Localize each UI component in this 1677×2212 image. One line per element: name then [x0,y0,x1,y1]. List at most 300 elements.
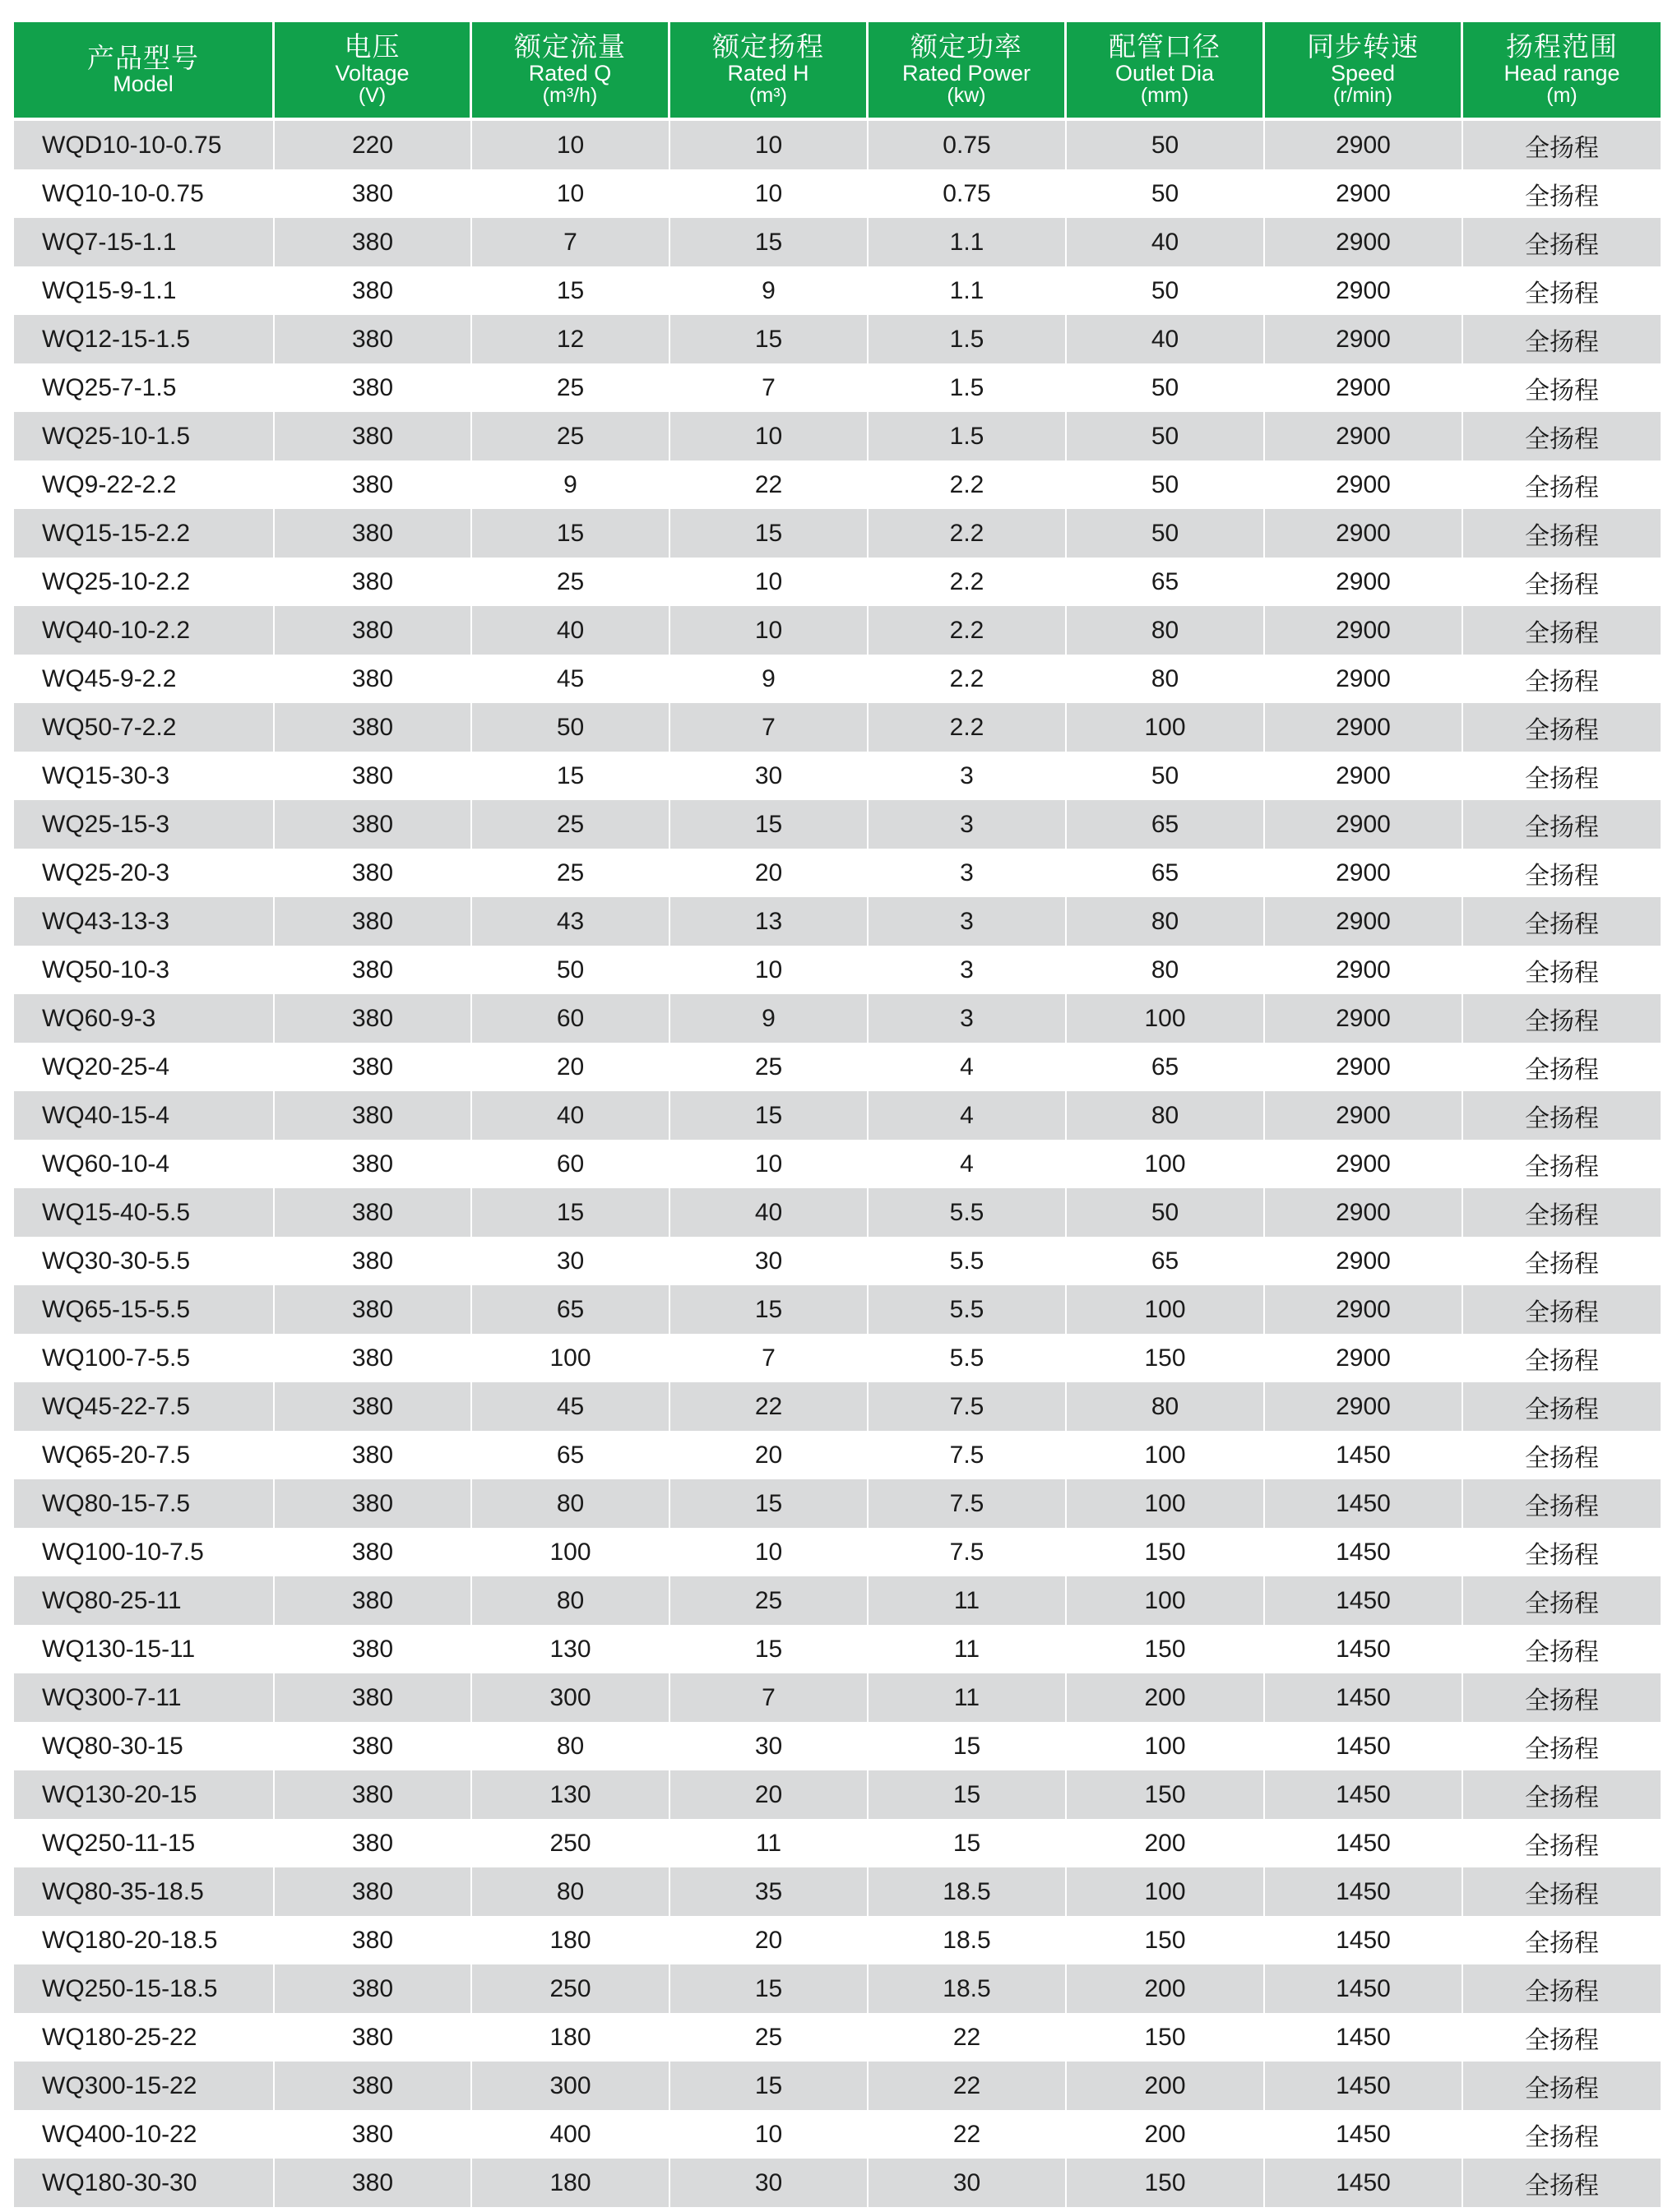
table-row [14,1528,1661,1576]
table-row [14,1431,1661,1479]
cell-rated-q: 9 [472,460,670,509]
cell-outlet-dia: 200 [1067,1673,1265,1722]
cell-rated-q: 7 [472,218,670,266]
cell-rated-h: 10 [670,946,869,994]
cell-rated-h: 25 [670,1576,869,1625]
cell-rated-power: 1.1 [869,218,1067,266]
header-outlet-dia-unit: (mm) [1140,84,1189,108]
cell-speed: 2900 [1265,849,1463,897]
cell-speed: 1450 [1265,2159,1463,2207]
cell-voltage: 380 [275,897,472,946]
cell-head-range: 全扬程 [1463,2110,1661,2159]
cell-rated-power: 1.5 [869,363,1067,412]
cell-rated-power: 1.1 [869,266,1067,315]
cell-rated-q: 180 [472,2013,670,2062]
cell-rated-power: 4 [869,1140,1067,1188]
cell-head-range: 全扬程 [1463,1382,1661,1431]
cell-head-range: 全扬程 [1463,509,1661,558]
cell-voltage: 380 [275,800,472,849]
cell-outlet-dia: 50 [1067,460,1265,509]
cell-head-range: 全扬程 [1463,1770,1661,1819]
cell-outlet-dia: 50 [1067,169,1265,218]
cell-rated-h: 15 [670,1964,869,2013]
cell-rated-h: 9 [670,994,869,1043]
cell-rated-q: 25 [472,849,670,897]
cell-speed: 1450 [1265,1479,1463,1528]
cell-rated-q: 15 [472,509,670,558]
cell-model: WQ7-15-1.1 [14,218,275,266]
cell-outlet-dia: 150 [1067,1916,1265,1964]
cell-rated-power: 18.5 [869,1867,1067,1916]
cell-model: WQ250-15-18.5 [14,1964,275,2013]
cell-voltage: 380 [275,1770,472,1819]
cell-rated-q: 100 [472,1528,670,1576]
table-row [14,266,1661,315]
cell-head-range: 全扬程 [1463,1334,1661,1382]
table-row [14,1722,1661,1770]
cell-head-range: 全扬程 [1463,1576,1661,1625]
cell-rated-power: 22 [869,2062,1067,2110]
cell-rated-power: 5.5 [869,1285,1067,1334]
table-header [14,22,1661,121]
cell-head-range: 全扬程 [1463,558,1661,606]
cell-rated-power: 2.2 [869,460,1067,509]
cell-outlet-dia: 50 [1067,1188,1265,1237]
table-row [14,412,1661,460]
cell-rated-q: 15 [472,1188,670,1237]
cell-outlet-dia: 40 [1067,218,1265,266]
cell-head-range: 全扬程 [1463,1188,1661,1237]
header-voltage [275,22,472,118]
cell-rated-h: 10 [670,121,869,169]
table-row [14,800,1661,849]
cell-head-range: 全扬程 [1463,412,1661,460]
cell-voltage: 380 [275,2013,472,2062]
cell-voltage: 380 [275,1722,472,1770]
cell-rated-q: 300 [472,2062,670,2110]
cell-rated-q: 180 [472,2159,670,2207]
table-row [14,1140,1661,1188]
cell-rated-q: 60 [472,994,670,1043]
cell-outlet-dia: 100 [1067,1140,1265,1188]
header-rated-h-en: Rated H [727,61,809,86]
cell-rated-h: 10 [670,169,869,218]
cell-voltage: 380 [275,218,472,266]
table-row [14,655,1661,703]
cell-rated-q: 130 [472,1625,670,1673]
cell-head-range: 全扬程 [1463,1722,1661,1770]
table-row [14,1091,1661,1140]
cell-head-range: 全扬程 [1463,315,1661,363]
cell-rated-q: 250 [472,1964,670,2013]
header-head-range-unit: (m) [1546,84,1577,108]
cell-rated-power: 7.5 [869,1479,1067,1528]
cell-rated-power: 5.5 [869,1334,1067,1382]
cell-rated-power: 4 [869,1091,1067,1140]
table-row [14,509,1661,558]
cell-model: WQ80-30-15 [14,1722,275,1770]
table-row [14,1867,1661,1916]
table-row [14,1237,1661,1285]
header-row [14,22,1661,118]
cell-model: WQ180-20-18.5 [14,1916,275,1964]
cell-model: WQ10-10-0.75 [14,169,275,218]
cell-model: WQ130-20-15 [14,1770,275,1819]
cell-rated-h: 10 [670,558,869,606]
cell-head-range: 全扬程 [1463,1237,1661,1285]
cell-model: WQ25-10-2.2 [14,558,275,606]
cell-rated-h: 15 [670,1285,869,1334]
table-row [14,315,1661,363]
cell-rated-h: 25 [670,2013,869,2062]
cell-voltage: 380 [275,1916,472,1964]
cell-speed: 2900 [1265,121,1463,169]
cell-head-range: 全扬程 [1463,946,1661,994]
cell-model: WQ300-7-11 [14,1673,275,1722]
cell-head-range: 全扬程 [1463,1479,1661,1528]
table-row [14,1334,1661,1382]
cell-model: WQ400-10-22 [14,2110,275,2159]
cell-speed: 1450 [1265,1964,1463,2013]
cell-outlet-dia: 100 [1067,1722,1265,1770]
cell-speed: 2900 [1265,800,1463,849]
header-speed-en: Speed [1330,61,1396,86]
cell-rated-h: 22 [670,1382,869,1431]
cell-head-range: 全扬程 [1463,1140,1661,1188]
table-row [14,897,1661,946]
header-rated-q-unit: (m³/h) [542,84,598,108]
table-row [14,1673,1661,1722]
cell-rated-q: 80 [472,1722,670,1770]
cell-head-range: 全扬程 [1463,2062,1661,2110]
cell-speed: 1450 [1265,2110,1463,2159]
cell-voltage: 380 [275,169,472,218]
cell-head-range: 全扬程 [1463,1091,1661,1140]
cell-outlet-dia: 50 [1067,121,1265,169]
cell-outlet-dia: 100 [1067,1867,1265,1916]
cell-outlet-dia: 50 [1067,266,1265,315]
table-row [14,703,1661,752]
header-model [14,22,275,118]
cell-rated-q: 60 [472,1140,670,1188]
cell-speed: 1450 [1265,1576,1463,1625]
cell-rated-h: 15 [670,1625,869,1673]
cell-rated-power: 2.2 [869,655,1067,703]
cell-voltage: 380 [275,1867,472,1916]
header-speed [1265,22,1463,118]
table-row [14,2110,1661,2159]
cell-voltage: 380 [275,1140,472,1188]
cell-rated-h: 10 [670,606,869,655]
cell-rated-q: 30 [472,1237,670,1285]
cell-rated-q: 20 [472,1043,670,1091]
cell-rated-power: 3 [869,752,1067,800]
cell-rated-power: 2.2 [869,509,1067,558]
cell-speed: 1450 [1265,1722,1463,1770]
header-voltage-unit: (V) [358,84,387,108]
cell-rated-power: 30 [869,2159,1067,2207]
cell-voltage: 380 [275,994,472,1043]
cell-rated-h: 13 [670,897,869,946]
cell-rated-h: 10 [670,1528,869,1576]
cell-voltage: 380 [275,266,472,315]
cell-head-range: 全扬程 [1463,994,1661,1043]
cell-voltage: 380 [275,849,472,897]
cell-outlet-dia: 150 [1067,1770,1265,1819]
cell-model: WQ80-35-18.5 [14,1867,275,1916]
cell-outlet-dia: 100 [1067,703,1265,752]
cell-rated-power: 11 [869,1625,1067,1673]
cell-model: WQ45-9-2.2 [14,655,275,703]
cell-rated-h: 15 [670,1479,869,1528]
cell-voltage: 380 [275,1528,472,1576]
cell-rated-power: 15 [869,1770,1067,1819]
cell-voltage: 380 [275,1237,472,1285]
cell-outlet-dia: 65 [1067,1237,1265,1285]
cell-rated-power: 22 [869,2110,1067,2159]
cell-head-range: 全扬程 [1463,218,1661,266]
cell-outlet-dia: 80 [1067,897,1265,946]
cell-rated-h: 22 [670,460,869,509]
cell-model: WQ25-20-3 [14,849,275,897]
cell-voltage: 220 [275,121,472,169]
cell-outlet-dia: 80 [1067,1382,1265,1431]
cell-speed: 2900 [1265,703,1463,752]
header-rated-power [869,22,1067,118]
cell-rated-q: 250 [472,1819,670,1867]
cell-rated-h: 25 [670,1043,869,1091]
cell-voltage: 380 [275,1819,472,1867]
cell-rated-q: 10 [472,121,670,169]
cell-rated-h: 15 [670,509,869,558]
cell-head-range: 全扬程 [1463,1431,1661,1479]
cell-speed: 2900 [1265,752,1463,800]
cell-model: WQD10-10-0.75 [14,121,275,169]
cell-speed: 2900 [1265,946,1463,994]
cell-rated-power: 2.2 [869,558,1067,606]
cell-rated-h: 20 [670,1431,869,1479]
cell-model: WQ15-9-1.1 [14,266,275,315]
header-rated-q-cn: 额定流量 [514,30,626,63]
cell-speed: 1450 [1265,2013,1463,2062]
cell-head-range: 全扬程 [1463,121,1661,169]
cell-rated-q: 25 [472,363,670,412]
table-row [14,1382,1661,1431]
cell-speed: 2900 [1265,558,1463,606]
cell-head-range: 全扬程 [1463,266,1661,315]
cell-rated-h: 11 [670,1819,869,1867]
cell-rated-q: 80 [472,1867,670,1916]
cell-model: WQ45-22-7.5 [14,1382,275,1431]
cell-voltage: 380 [275,509,472,558]
cell-rated-q: 15 [472,266,670,315]
cell-voltage: 380 [275,1576,472,1625]
cell-rated-h: 10 [670,1140,869,1188]
cell-model: WQ100-10-7.5 [14,1528,275,1576]
table-row [14,121,1661,169]
cell-rated-power: 18.5 [869,1916,1067,1964]
cell-outlet-dia: 200 [1067,1819,1265,1867]
header-speed-unit: (r/min) [1332,84,1393,108]
cell-model: WQ12-15-1.5 [14,315,275,363]
cell-head-range: 全扬程 [1463,1964,1661,2013]
cell-rated-h: 30 [670,2159,869,2207]
cell-outlet-dia: 50 [1067,412,1265,460]
cell-head-range: 全扬程 [1463,800,1661,849]
cell-rated-power: 15 [869,1722,1067,1770]
cell-voltage: 380 [275,2062,472,2110]
table-row [14,1964,1661,2013]
cell-head-range: 全扬程 [1463,655,1661,703]
cell-speed: 2900 [1265,1043,1463,1091]
cell-voltage: 380 [275,1091,472,1140]
table-row [14,558,1661,606]
cell-speed: 2900 [1265,218,1463,266]
cell-rated-power: 3 [869,897,1067,946]
cell-speed: 2900 [1265,169,1463,218]
table-row [14,1285,1661,1334]
cell-rated-h: 7 [670,1334,869,1382]
cell-voltage: 380 [275,606,472,655]
cell-speed: 2900 [1265,1285,1463,1334]
cell-speed: 2900 [1265,1091,1463,1140]
cell-rated-h: 20 [670,1770,869,1819]
cell-head-range: 全扬程 [1463,752,1661,800]
header-model-en: Model [113,72,174,97]
cell-speed: 1450 [1265,1528,1463,1576]
cell-outlet-dia: 100 [1067,1479,1265,1528]
cell-rated-power: 0.75 [869,121,1067,169]
cell-rated-q: 100 [472,1334,670,1382]
cell-rated-q: 80 [472,1576,670,1625]
cell-model: WQ15-15-2.2 [14,509,275,558]
cell-rated-power: 1.5 [869,315,1067,363]
cell-outlet-dia: 200 [1067,1964,1265,2013]
cell-outlet-dia: 50 [1067,752,1265,800]
header-outlet-dia [1067,22,1265,118]
header-rated-power-en: Rated Power [901,61,1031,86]
cell-model: WQ20-25-4 [14,1043,275,1091]
cell-speed: 2900 [1265,266,1463,315]
cell-rated-power: 2.2 [869,703,1067,752]
cell-rated-h: 20 [670,1916,869,1964]
cell-voltage: 380 [275,1285,472,1334]
cell-rated-h: 15 [670,800,869,849]
header-rated-h-unit: (m³) [749,84,787,108]
cell-rated-power: 5.5 [869,1237,1067,1285]
cell-speed: 2900 [1265,606,1463,655]
cell-model: WQ80-15-7.5 [14,1479,275,1528]
cell-rated-power: 7.5 [869,1382,1067,1431]
cell-speed: 1450 [1265,1916,1463,1964]
cell-model: WQ60-9-3 [14,994,275,1043]
cell-voltage: 380 [275,655,472,703]
table-row [14,1770,1661,1819]
cell-head-range: 全扬程 [1463,606,1661,655]
cell-rated-q: 130 [472,1770,670,1819]
header-rated-power-cn: 额定功率 [910,30,1022,63]
cell-voltage: 380 [275,946,472,994]
cell-outlet-dia: 100 [1067,1285,1265,1334]
table-body [14,121,1661,2207]
cell-rated-q: 43 [472,897,670,946]
header-head-range-cn: 扬程范围 [1506,30,1618,63]
cell-outlet-dia: 65 [1067,849,1265,897]
cell-rated-h: 9 [670,266,869,315]
cell-voltage: 380 [275,1964,472,2013]
cell-head-range: 全扬程 [1463,2159,1661,2207]
cell-model: WQ50-7-2.2 [14,703,275,752]
cell-outlet-dia: 100 [1067,1576,1265,1625]
cell-rated-power: 18.5 [869,1964,1067,2013]
cell-outlet-dia: 80 [1067,606,1265,655]
cell-rated-h: 30 [670,1722,869,1770]
cell-voltage: 380 [275,1479,472,1528]
cell-model: WQ40-10-2.2 [14,606,275,655]
cell-rated-h: 15 [670,218,869,266]
table-row [14,946,1661,994]
cell-voltage: 380 [275,2110,472,2159]
table-row [14,606,1661,655]
cell-head-range: 全扬程 [1463,1528,1661,1576]
cell-head-range: 全扬程 [1463,169,1661,218]
cell-speed: 2900 [1265,460,1463,509]
header-rated-q [472,22,670,118]
cell-voltage: 380 [275,1043,472,1091]
cell-speed: 2900 [1265,509,1463,558]
cell-head-range: 全扬程 [1463,1867,1661,1916]
cell-rated-power: 1.5 [869,412,1067,460]
cell-rated-h: 40 [670,1188,869,1237]
cell-rated-power: 3 [869,946,1067,994]
table-row [14,1819,1661,1867]
cell-rated-power: 3 [869,994,1067,1043]
cell-rated-q: 25 [472,800,670,849]
cell-outlet-dia: 65 [1067,1043,1265,1091]
cell-rated-h: 7 [670,703,869,752]
cell-model: WQ40-15-4 [14,1091,275,1140]
header-outlet-dia-en: Outlet Dia [1114,61,1215,86]
cell-rated-h: 9 [670,655,869,703]
cell-rated-power: 0.75 [869,169,1067,218]
table-row [14,1043,1661,1091]
cell-rated-q: 40 [472,1091,670,1140]
cell-model: WQ50-10-3 [14,946,275,994]
table-row [14,169,1661,218]
cell-rated-q: 25 [472,412,670,460]
cell-model: WQ25-10-1.5 [14,412,275,460]
cell-rated-power: 7.5 [869,1528,1067,1576]
cell-rated-h: 15 [670,1091,869,1140]
cell-speed: 1450 [1265,1819,1463,1867]
cell-speed: 2900 [1265,1188,1463,1237]
cell-outlet-dia: 80 [1067,946,1265,994]
cell-rated-h: 10 [670,412,869,460]
cell-speed: 1450 [1265,1431,1463,1479]
cell-rated-q: 25 [472,558,670,606]
cell-model: WQ25-15-3 [14,800,275,849]
cell-head-range: 全扬程 [1463,1819,1661,1867]
cell-voltage: 380 [275,412,472,460]
cell-model: WQ43-13-3 [14,897,275,946]
header-head-range [1463,22,1661,118]
cell-rated-q: 400 [472,2110,670,2159]
table-row [14,2062,1661,2110]
pump-spec-table [14,22,1661,2207]
cell-speed: 2900 [1265,994,1463,1043]
cell-rated-power: 3 [869,800,1067,849]
cell-rated-power: 5.5 [869,1188,1067,1237]
